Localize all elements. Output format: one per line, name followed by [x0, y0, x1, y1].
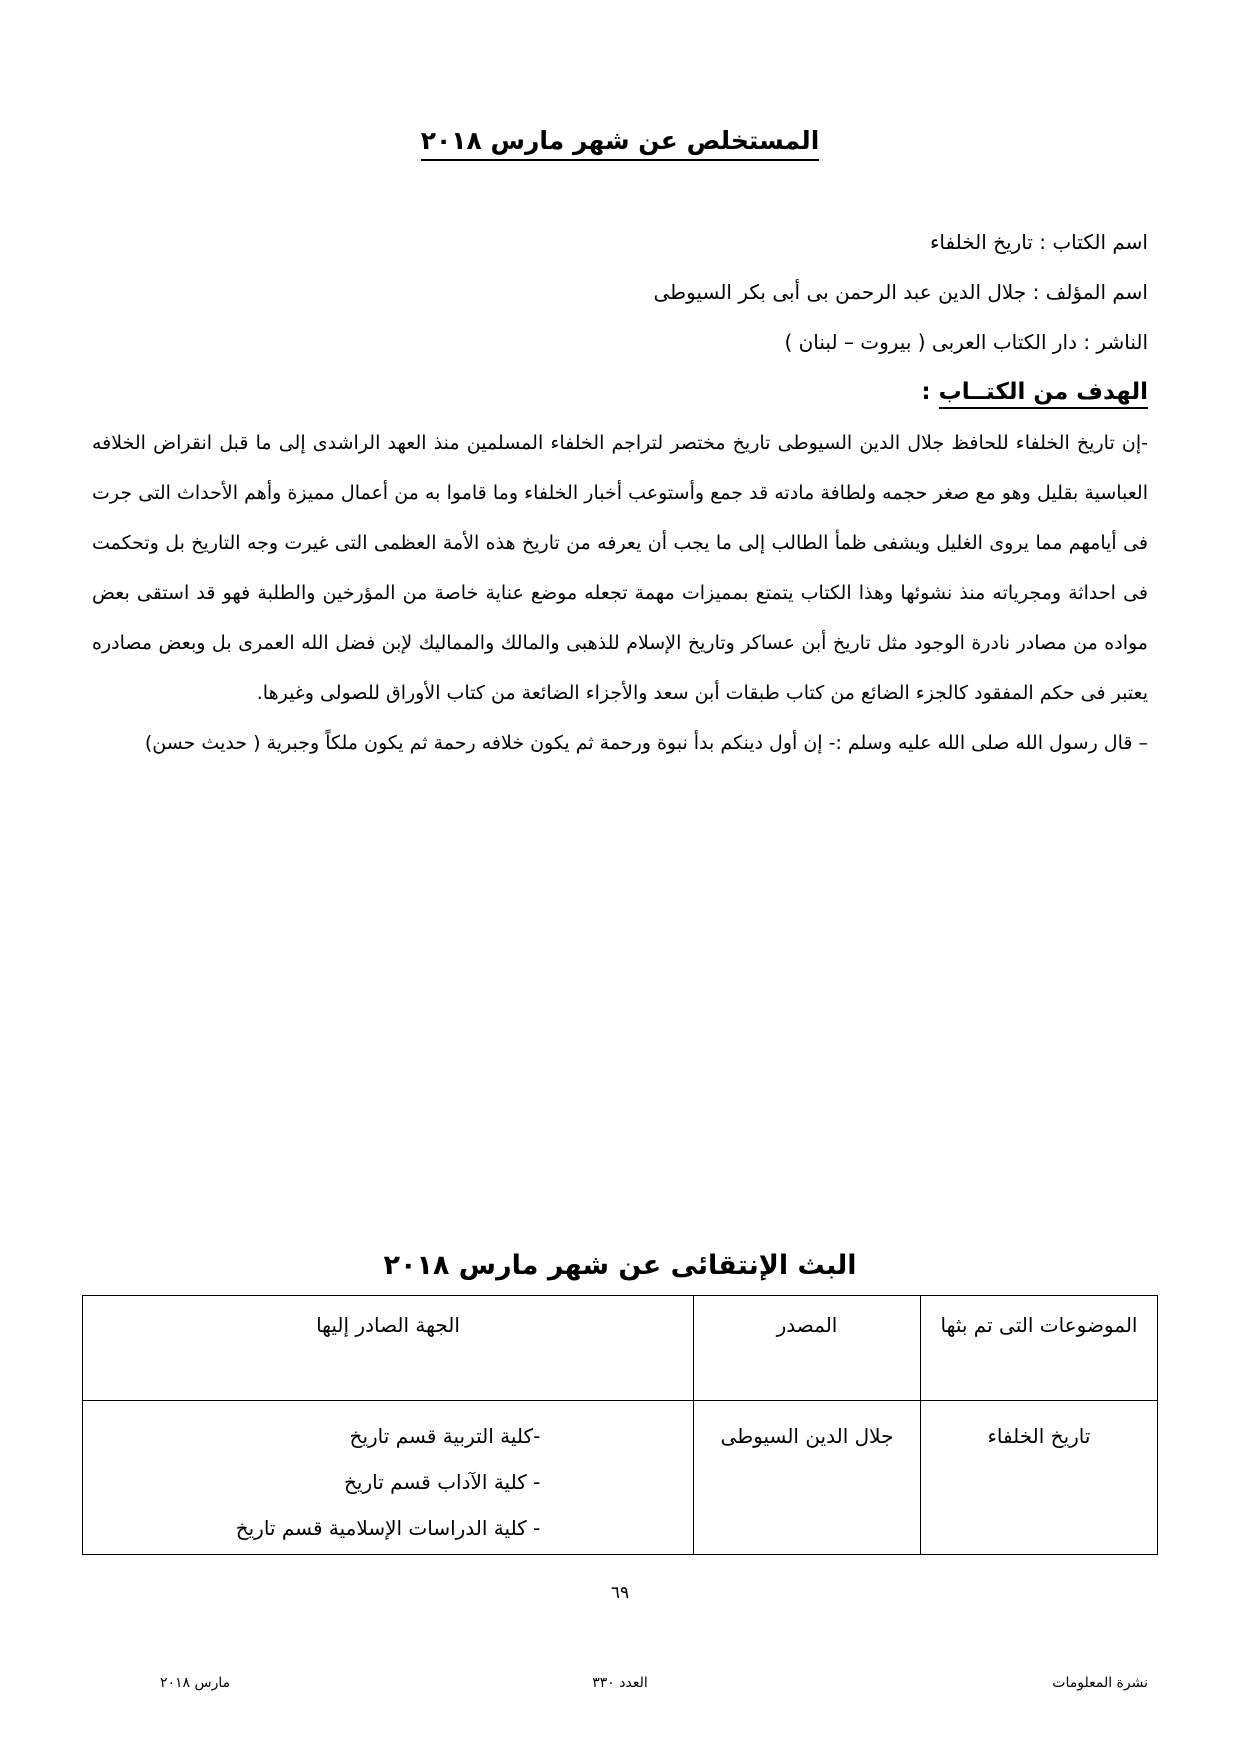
footer-issue: العدد ٣٣٠: [592, 1675, 648, 1691]
destination-list: [236, 1413, 541, 1551]
page-number: ٦٩: [610, 1583, 630, 1603]
cell-source: جلال الدين السيوطى: [694, 1401, 921, 1555]
book-title-line: اسم الكتاب : تاريخ الخلفاء: [929, 230, 1148, 254]
broadcast-table: [82, 1295, 1158, 1555]
header-source: المصدر: [694, 1296, 921, 1401]
abstract-paragraph-1: -إن تاريخ الخلفاء للحافظ جلال الدين السيوطى تاريخ مختصر لتراجم الخلفاء المسلمين منذ العهد الراشدى إلى ما قبل انقراض الخلافه العباسية بقليل وهو مع صغر حجمه ولطافة مادته قد جمع وأستوعب أخبار الخلفاء وما قاموا به من أعمال مميزة وأهم الأحداث التى جرت فى أيامهم مما يروى الغليل ويشفى ظمأ الطالب إلى ما يجب أن يعرفه من تاريخ هذه الأمة العظمى التى غيرت وجه التاريخ بل وتحكمت فى احداثة ومجرياته منذ نشوئها وهذا الكتاب يتمتع بمميزات مهمة تجعله موضع عناية خاصة من المؤرخين والطلبة فهو قد استقى بعض مواده من مصادر نادرة الوجود مثل تاريخ أبن عساكر وتاريخ الإسلام للذهبى والمالك والمماليك لإبن فضل الله العمرى بل وبعض مصادره يعتبر فى حكم المفقود كالجزء الضائع من كتاب طبقات أبن سعد والأجزاء الضائعة من كتاب الأوراق للصولى وغيرها.: [92, 432, 1148, 704]
cell-destinations: [83, 1401, 694, 1555]
book-publisher-line: الناشر : دار الكتاب العربى ( بيروت – لبنان ): [784, 330, 1148, 354]
book-author-line: اسم المؤلف : جلال الدين عبد الرحمن بى أبى بكر السيوطى: [653, 280, 1148, 304]
goal-heading: [88, 372, 1148, 420]
destination-item: -كلية التربية قسم تاريخ: [349, 1424, 541, 1448]
table-row: [83, 1401, 1158, 1555]
cell-topic: تاريخ الخلفاء: [921, 1401, 1158, 1555]
goal-heading-text: الهدف من الكتــاب: [939, 379, 1148, 409]
book-info: [88, 222, 1148, 420]
goal-heading-colon: :: [921, 379, 939, 405]
abstract-paragraph-2: – قال رسول الله صلى الله عليه وسلم :- إن أول دينكم بدأ نبوة ورحمة ثم يكون خلافه رحمة ثم يكون ملكاً وجبرية ( حديث حسن): [144, 732, 1148, 754]
broadcast-title: البث الإنتقائى عن شهر مارس ٢٠١٨: [383, 1250, 857, 1281]
footer-publication: نشرة المعلومات: [1052, 1675, 1148, 1691]
table-header-row: [83, 1296, 1158, 1401]
destination-item: - كلية الدراسات الإسلامية قسم تاريخ: [235, 1516, 541, 1540]
header-destination: الجهة الصادر إليها: [83, 1296, 694, 1401]
destination-item: - كلية الآداب قسم تاريخ: [343, 1470, 541, 1494]
footer-date: مارس ٢٠١٨: [160, 1675, 231, 1691]
page-title: [0, 126, 1240, 155]
abstract-body: [92, 418, 1148, 768]
page-title-text: المستخلص عن شهر مارس ٢٠١٨: [421, 126, 820, 161]
header-topics: الموضوعات التى تم بثها: [921, 1296, 1158, 1401]
